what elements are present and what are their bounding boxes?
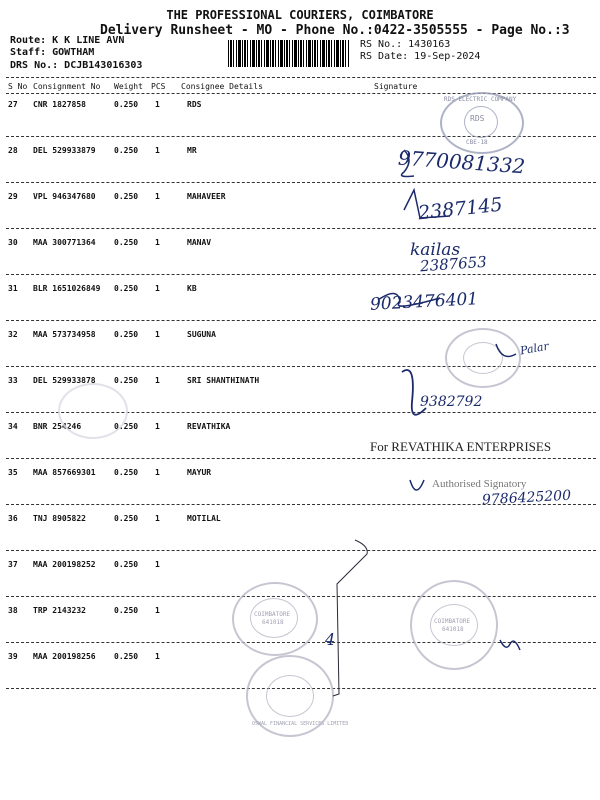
row-sno: 39 <box>8 652 18 661</box>
row-consignment: DEL 529933878 <box>33 376 96 385</box>
row-weight: 0.250 <box>114 284 139 293</box>
row-consignee: KB <box>187 284 197 293</box>
rds-stamp-bottom: CBE-18 <box>466 139 488 146</box>
row-consignee: MR <box>187 146 197 155</box>
row-weight: 0.250 <box>114 514 139 523</box>
row-weight: 0.250 <box>114 146 139 155</box>
row-consignment: MAA 200198252 <box>33 560 96 569</box>
row-sno: 33 <box>8 376 18 385</box>
row-pcs: 1 <box>155 376 160 385</box>
row-consignment: MAA 200198256 <box>33 652 96 661</box>
row-weight: 0.250 <box>114 100 139 109</box>
row-pcs: 1 <box>155 100 160 109</box>
row-pcs: 1 <box>155 606 160 615</box>
runsheet-subtitle: Delivery Runsheet - MO - Phone No.:0422-3505555 - Page No.:3 <box>100 23 570 38</box>
row-consignment: DEL 529933879 <box>33 146 96 155</box>
col-sno: S No <box>8 82 28 91</box>
row-pcs: 1 <box>155 560 160 569</box>
signature-row-31: 9023476401 <box>369 289 479 315</box>
row-sno: 31 <box>8 284 18 293</box>
row-consignment: TRP 2143232 <box>33 606 86 615</box>
row-weight: 0.250 <box>114 330 139 339</box>
signature-row-32: Palar <box>519 339 550 358</box>
rds-stamp-center: RDS <box>470 114 485 123</box>
row-sno: 29 <box>8 192 18 201</box>
signature-row-30-number: 2387653 <box>419 252 488 276</box>
row-consignee: MANAV <box>187 238 212 247</box>
route-label: Route: K K LINE AVN <box>10 35 125 46</box>
row-weight: 0.250 <box>114 192 139 201</box>
col-signature: Signature <box>374 82 418 91</box>
handwritten-mark: 4 <box>325 630 336 649</box>
row-consignee: REVATHIKA <box>187 422 231 431</box>
rs-date: RS Date: 19-Sep-2024 <box>360 51 481 62</box>
row-pcs: 1 <box>155 422 160 431</box>
oswal-stamp-2-center: COIMBATORE <box>434 618 471 625</box>
signature-row-29: 2387145 <box>417 193 504 225</box>
row-consignee: MOTILAL <box>187 514 221 523</box>
row-consignment: VPL 946347680 <box>33 192 96 201</box>
signature-row-30-name: kailas <box>410 240 461 260</box>
row-consignment: TNJ 8905822 <box>33 514 86 523</box>
signature-row-33: 9382792 <box>420 394 483 410</box>
row-weight: 0.250 <box>114 468 139 477</box>
row-weight: 0.250 <box>114 560 139 569</box>
row-pcs: 1 <box>155 146 160 155</box>
row-consignment: MAA 300771364 <box>33 238 96 247</box>
row-pcs: 1 <box>155 330 160 339</box>
row-consignee: MAYUR <box>187 468 212 477</box>
row-sno: 30 <box>8 238 18 247</box>
staff-label: Staff: GOWTHAM <box>10 47 95 58</box>
oswal-stamp-3-ring: OSWAL FINANCIAL SERVICES LIMITED <box>252 721 349 727</box>
row-consignee: RDS <box>187 100 202 109</box>
signature-row-35: 9786425200 <box>481 487 572 509</box>
rds-stamp-ring: RDS ELECTRIC COMPANY <box>444 96 517 103</box>
row-consignment: BNR 254246 <box>33 422 82 431</box>
row-consignment: CNR 1827858 <box>33 100 86 109</box>
row-weight: 0.250 <box>114 652 139 661</box>
row-consignee: MAHAVEER <box>187 192 226 201</box>
col-consignment: Consignment No <box>33 82 101 91</box>
row-weight: 0.250 <box>114 422 139 431</box>
row-sno: 38 <box>8 606 18 615</box>
col-consignee: Consignee Details <box>181 82 263 91</box>
row-pcs: 1 <box>155 238 160 247</box>
row-consignment: BLR 1651026849 <box>33 284 101 293</box>
signature-row-28: 9770081332 <box>397 145 526 179</box>
row-weight: 0.250 <box>114 238 139 247</box>
row-sno: 28 <box>8 146 18 155</box>
row-sno: 34 <box>8 422 18 431</box>
col-weight: Weight <box>114 82 143 91</box>
row-pcs: 1 <box>155 652 160 661</box>
row-sno: 27 <box>8 100 18 109</box>
revathika-company-stamp: For REVATHIKA ENTERPRISES <box>370 439 552 454</box>
row-weight: 0.250 <box>114 376 139 385</box>
drs-number: DRS No.: DCJB143016303 <box>10 60 143 71</box>
row-pcs: 1 <box>155 284 160 293</box>
oswal-stamp-2-code: 641018 <box>442 626 464 633</box>
rs-number: RS No.: 1430163 <box>360 39 451 50</box>
row-pcs: 1 <box>155 192 160 201</box>
row-sno: 36 <box>8 514 18 523</box>
row-weight: 0.250 <box>114 606 139 615</box>
oswal-stamp-1-center: COIMBATORE <box>254 611 291 618</box>
oswal-stamp-1-code: 641018 <box>262 619 284 626</box>
col-pcs: PCS <box>151 82 166 91</box>
row-consignment: MAA 573734958 <box>33 330 96 339</box>
row-pcs: 1 <box>155 514 160 523</box>
row-pcs: 1 <box>155 468 160 477</box>
row-sno: 35 <box>8 468 18 477</box>
row-consignee: SUGUNA <box>187 330 216 339</box>
row-consignee: SRI SHANTHINATH <box>187 376 260 385</box>
row-consignment: MAA 857669301 <box>33 468 96 477</box>
row-sno: 32 <box>8 330 18 339</box>
authorised-signatory: Authorised Signatory <box>432 478 527 490</box>
row-sno: 37 <box>8 560 18 569</box>
page-title: THE PROFESSIONAL COURIERS, COIMBATORE <box>166 8 434 22</box>
